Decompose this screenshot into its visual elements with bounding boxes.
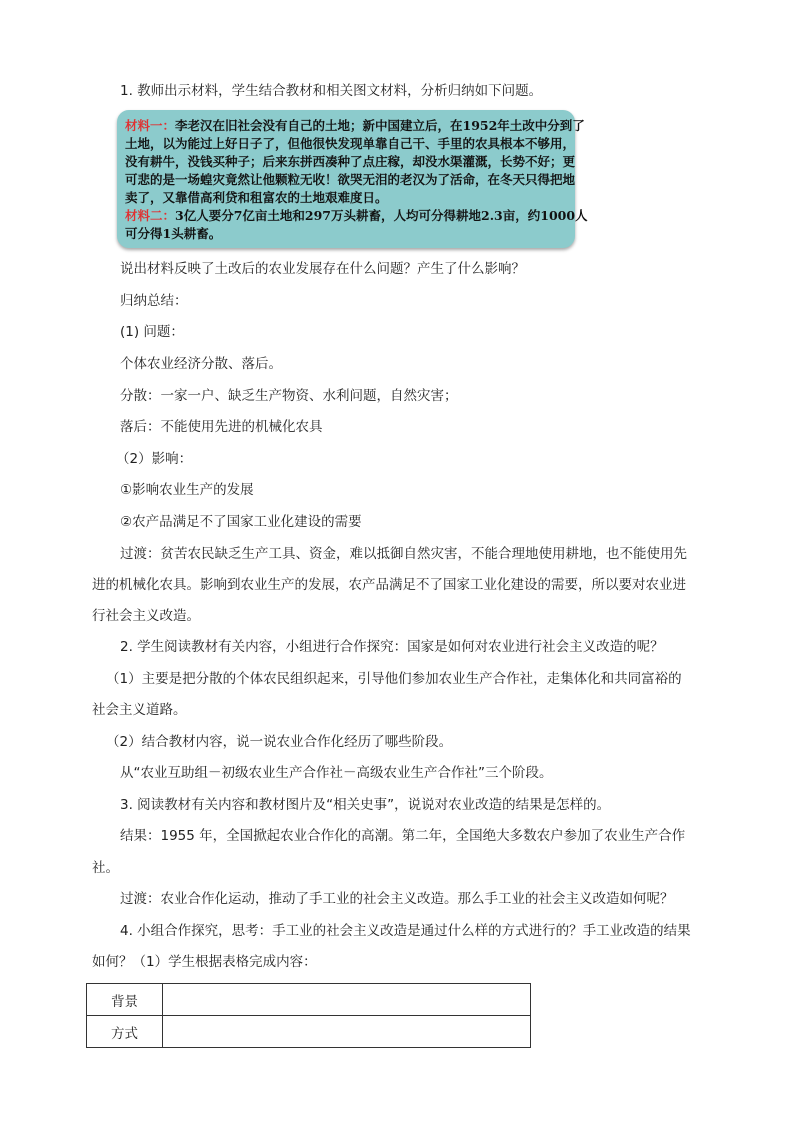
step-2-stages: 从“农业互助组－初级农业生产合作社－高级农业生产合作社”三个阶段。 — [120, 765, 553, 781]
material-box — [117, 110, 588, 248]
background-cell[interactable] — [163, 984, 531, 1016]
line-1: 1. 教师出示材料，学生结合教材和相关图文材料，分析归纳如下问题。 — [120, 83, 543, 99]
transition-2: 过渡：农业合作化运动，推动了手工业的社会主义改造。那么手工业的社会主义改造如何呢？ — [120, 891, 674, 907]
backward-text: 落后：不能使用先进的机械化农具 — [120, 419, 323, 435]
impact-heading: （2）影响： — [116, 451, 193, 467]
material-line-7: 可分得1头耕畜。 — [125, 226, 222, 241]
step-2-question: 2. 学生阅读教材有关内容，小组进行合作探究：国家是如何对农业进行社会主义改造的呢？ — [120, 639, 664, 655]
method-label: 方式 — [87, 1016, 163, 1048]
material-two-label: 材料二： — [125, 208, 176, 223]
method-cell[interactable] — [163, 1016, 531, 1048]
table-row — [87, 1016, 531, 1048]
transition-1-line-3: 行社会主义改造。 — [92, 608, 200, 624]
material-line-2: 土地，以为能过上好日子了，但他很快发现单靠自己干、手里的农具根本不够用， — [125, 136, 576, 151]
material-line-6: 材料二：3亿人要分7亿亩土地和297万头耕畜，人均可分得耕地2.3亩，约1000人 — [125, 208, 588, 223]
problem-text: 个体农业经济分散、落后。 — [120, 356, 282, 372]
result-line-1: 结果：1955 年，全国掀起农业合作化的高潮。第二年，全国绝大多数农户参加了农业生产合作 — [120, 828, 686, 844]
step-2-answer-2: （2）结合教材内容，说一说农业合作化经历了哪些阶段。 — [106, 734, 453, 750]
problem-heading: (1) 问题： — [120, 324, 184, 340]
summary-heading: 归纳总结： — [120, 293, 188, 309]
impact-item-2: ②农产品满足不了国家工业化建设的需要 — [120, 514, 362, 530]
material-line-5: 卖了，又靠借高利贷和租富农的土地艰难度日。 — [125, 190, 388, 205]
background-label: 背景 — [87, 984, 163, 1016]
transition-1-line-1: 过渡：贫苦农民缺乏生产工具、资金，难以抵御自然灾害，不能合理地使用耕地，也不能使用先 — [120, 546, 687, 562]
material-line-1: 材料一：李老汉在旧社会没有自己的土地；新中国建立后，在1952年土改中分到了 — [125, 118, 585, 133]
step-4-line-2: 如何？（1）学生根据表格完成内容： — [92, 954, 317, 970]
material-line-3: 没有耕牛，没钱买种子；后来东拼西凑种了点庄稼，却没水渠灌溉，长势不好；更 — [125, 154, 576, 169]
question-1: 说出材料反映了土改后的农业发展存在什么问题？产生了什么影响？ — [120, 261, 525, 277]
step-2-answer-1-line-2: 社会主义道路。 — [92, 702, 187, 718]
impact-item-1: ①影响农业生产的发展 — [120, 482, 254, 498]
transition-1-line-2: 进的机械化农具。影响到农业生产的发展，农产品满足不了国家工业化建设的需要，所以要对农业进 — [92, 577, 686, 593]
material-one-label: 材料一： — [125, 118, 176, 133]
step-2-answer-1-line-1: （1）主要是把分散的个体农民组织起来，引导他们参加农业生产合作社，走集体化和共同富裕的 — [106, 671, 682, 687]
table-row — [87, 984, 531, 1016]
result-line-2: 社。 — [92, 860, 119, 876]
scattered-text: 分散：一家一户、缺乏生产物资、水利问题，自然灾害； — [120, 388, 458, 404]
step-3-question: 3. 阅读教材有关内容和教材图片及“相关史事”，说说对农业改造的结果是怎样的。 — [120, 797, 611, 813]
handicraft-table — [86, 983, 531, 1048]
material-line-4: 可悲的是一场蝗灾竟然让他颗粒无收！欲哭无泪的老汉为了活命，在冬天只得把地 — [125, 172, 576, 187]
step-4-line-1: 4. 小组合作探究，思考：手工业的社会主义改造是通过什么样的方式进行的？手工业改造的结果 — [120, 923, 691, 939]
